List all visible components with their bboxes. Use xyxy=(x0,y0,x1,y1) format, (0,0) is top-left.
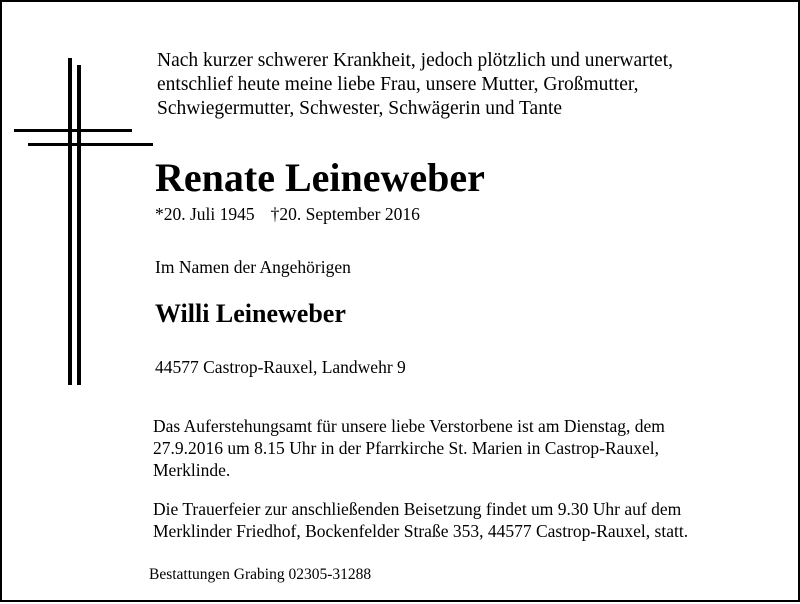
intro-line: Nach kurzer schwerer Krankheit, jedoch plötzlich und unerwartet, xyxy=(157,50,673,71)
deceased-name: Renate Leineweber xyxy=(155,155,485,200)
mass-line: Das Auferstehungsamt für unsere liebe Verstorbene ist am Dienstag, dem xyxy=(153,416,665,436)
family-address: 44577 Castrop-Rauxel, Landwehr 9 xyxy=(155,357,406,377)
on-behalf-text: Im Namen der Angehörigen xyxy=(155,257,351,277)
mass-paragraph xyxy=(153,415,665,481)
intro-line: entschlief heute meine liebe Frau, unsere Mutter, Großmutter, xyxy=(157,74,639,95)
mass-line: 27.9.2016 um 8.15 Uhr in der Pfarrkirche St. Marien in Castrop-Rauxel, xyxy=(153,438,659,458)
intro-line: Schwiegermutter, Schwester, Schwägerin und Tante xyxy=(157,98,563,119)
funeral-line: Die Trauerfeier zur anschließenden Beisetzung findet um 9.30 Uhr auf dem xyxy=(153,499,682,519)
death-date: †20. September 2016 xyxy=(270,204,420,224)
mass-line: Merklinde. xyxy=(153,460,231,480)
funeral-line: Merklinder Friedhof, Bockenfelder Straße 353, 44577 Castrop-Rauxel, statt. xyxy=(153,521,689,541)
funeral-paragraph xyxy=(153,498,688,542)
intro-text xyxy=(157,49,673,121)
birth-date: *20. Juli 1945 xyxy=(155,204,255,224)
undertaker-contact: Bestattungen Grabing 02305-31288 xyxy=(149,566,372,583)
mourner-name: Willi Leineweber xyxy=(155,299,346,328)
life-dates xyxy=(155,203,420,225)
